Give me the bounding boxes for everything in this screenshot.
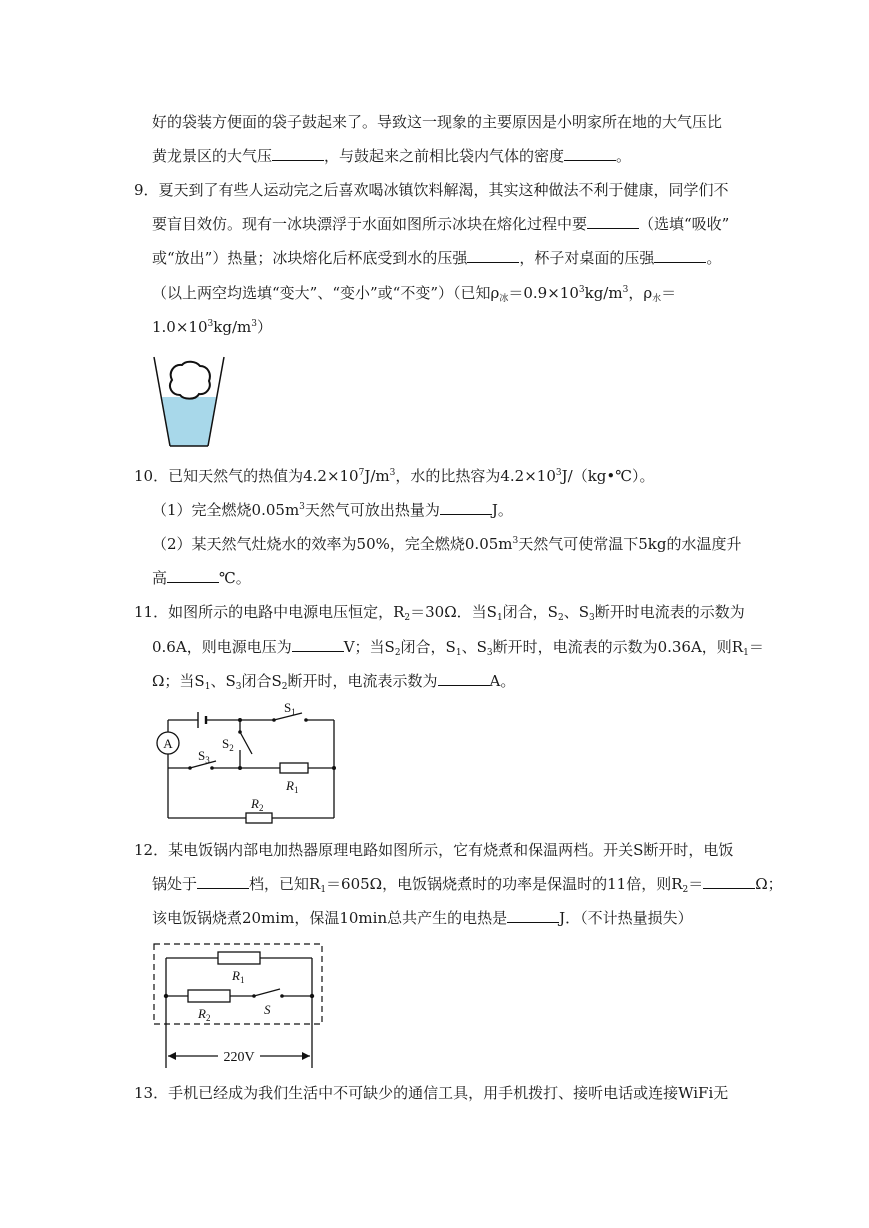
switch-s3-contact (210, 766, 214, 770)
q9-line2: 要盲目效仿。现有一冰块漂浮于水面如图所示冰块在熔化过程中要 （选填“吸收” (152, 215, 730, 233)
terminal (310, 994, 314, 998)
switch-s3-label: $S_3$ (198, 748, 210, 765)
circuit-figure-q11 (150, 698, 350, 830)
terminal (164, 994, 168, 998)
ice-cup-figure (150, 354, 230, 448)
answer-blank[interactable] (272, 146, 324, 161)
switch-s1-label: $S_1$ (284, 700, 296, 717)
ammeter-label: A (163, 736, 173, 751)
answer-blank[interactable] (197, 874, 249, 889)
switch-s1-contact (304, 718, 308, 722)
junction (238, 718, 242, 722)
voltage-label: 220V (223, 1050, 255, 1065)
junction (238, 766, 242, 770)
q12-line3: 该电饭锅烧煮20mim，保温10min总共产生的电热是 J．（不计热量损失） (152, 909, 693, 927)
answer-blank[interactable] (587, 214, 639, 229)
q9-line3: 或“放出”）热量；冰块熔化后杯底受到水的压强 ，杯子对桌面的压强 。 (152, 249, 722, 267)
answer-blank[interactable] (292, 637, 344, 652)
q10-part2: （2）某天然气灶烧水的效率为50%，完全燃烧$0.05m^3$天然气可使常温下5kg的水温度升 (152, 535, 742, 553)
water (162, 397, 216, 446)
resistor-r2 (188, 990, 230, 1002)
q12-line2: 锅处于 档，已知$R_1=605\Omega$，电饭锅烧煮时的功率是保温时的11倍，则$R_2= \Omega$； (152, 875, 783, 895)
arrowhead-left (168, 1052, 176, 1060)
q10-part2-cont: 高 ℃。 (152, 569, 251, 587)
q11-line1: 11．如图所示的电路中电源电压恒定，$R_2=30\Omega$．当$S_1$闭合，$S_2$、$S_3$断开时电流表的示数为 (134, 603, 745, 623)
switch-s2-label: $S_2$ (222, 736, 234, 753)
q9-line5: $1.0\times 10^3kg/m^3$） (152, 318, 272, 336)
answer-blank[interactable] (440, 500, 492, 515)
q10-line1: 10．已知天然气的热值为$4.2\times 10^7J/m^3$，水的比热容为$4.2\times 10^3J/(kg•℃)$。 (134, 467, 655, 485)
answer-blank[interactable] (467, 248, 519, 263)
circuit-figure-q12 (150, 940, 330, 1072)
switch-s-blade (254, 989, 280, 996)
junction (332, 766, 336, 770)
answer-blank[interactable] (438, 671, 490, 686)
resistor-r1 (218, 952, 260, 964)
answer-blank[interactable] (654, 248, 706, 263)
resistor-r2-label: $R_2$ (198, 1006, 211, 1023)
resistor-r1-label: $R_1$ (286, 778, 299, 795)
resistor-r1-label: $R_1$ (232, 968, 245, 985)
answer-blank[interactable] (703, 874, 755, 889)
q11-line3: Ω；当$S_1$、$S_3$闭合$S_2$断开时，电流表示数为 A。 (152, 672, 516, 692)
answer-blank[interactable] (507, 908, 559, 923)
q11-line2: 0.6A，则电源电压为 V；当$S_2$闭合，$S_1$、$S_3$断开时，电流表的示数为0.36A，则$R_1=$ (152, 638, 764, 658)
answer-blank[interactable] (167, 568, 219, 583)
ice-block (170, 362, 210, 399)
q10-part1: （1）完全燃烧$0.05m^3$天然气可放出热量为 J。 (152, 501, 513, 519)
resistor-r2 (246, 813, 272, 823)
resistor-r1 (280, 763, 308, 773)
q8-line2: 黄龙景区的大气压 ，与鼓起来之前相比袋内气体的密度 。 (152, 147, 632, 165)
q13-line1: 13．手机已经成为我们生活中不可缺少的通信工具，用手机拨打、接听电话或连接WiFi无 (134, 1084, 729, 1102)
answer-blank[interactable] (564, 146, 616, 161)
q9-line1: 9．夏天到了有些人运动完之后喜欢喝冰镇饮料解渴，其实这种做法不利于健康，同学们不 (134, 181, 729, 199)
q8-line1: 好的袋装方便面的袋子鼓起来了。导致这一现象的主要原因是小明家所在地的大气压比 (152, 113, 723, 131)
switch-s-label: S (264, 1002, 271, 1017)
resistor-r2-label: $R_2$ (251, 796, 264, 813)
arrowhead-right (302, 1052, 310, 1060)
q9-line4: （以上两空均选填“变大”、“变小”或“不变”）（已知$\rho_冰=0.9\times 10^3kg/m^3$，$\rho_水=$ (152, 284, 677, 304)
switch-s2-blade (240, 732, 252, 754)
switch-s-contact (280, 994, 284, 998)
q12-line1: 12．某电饭锅内部电加热器原理电路如图所示，它有烧煮和保温两档。开关S断开时，电饭 (134, 841, 734, 859)
